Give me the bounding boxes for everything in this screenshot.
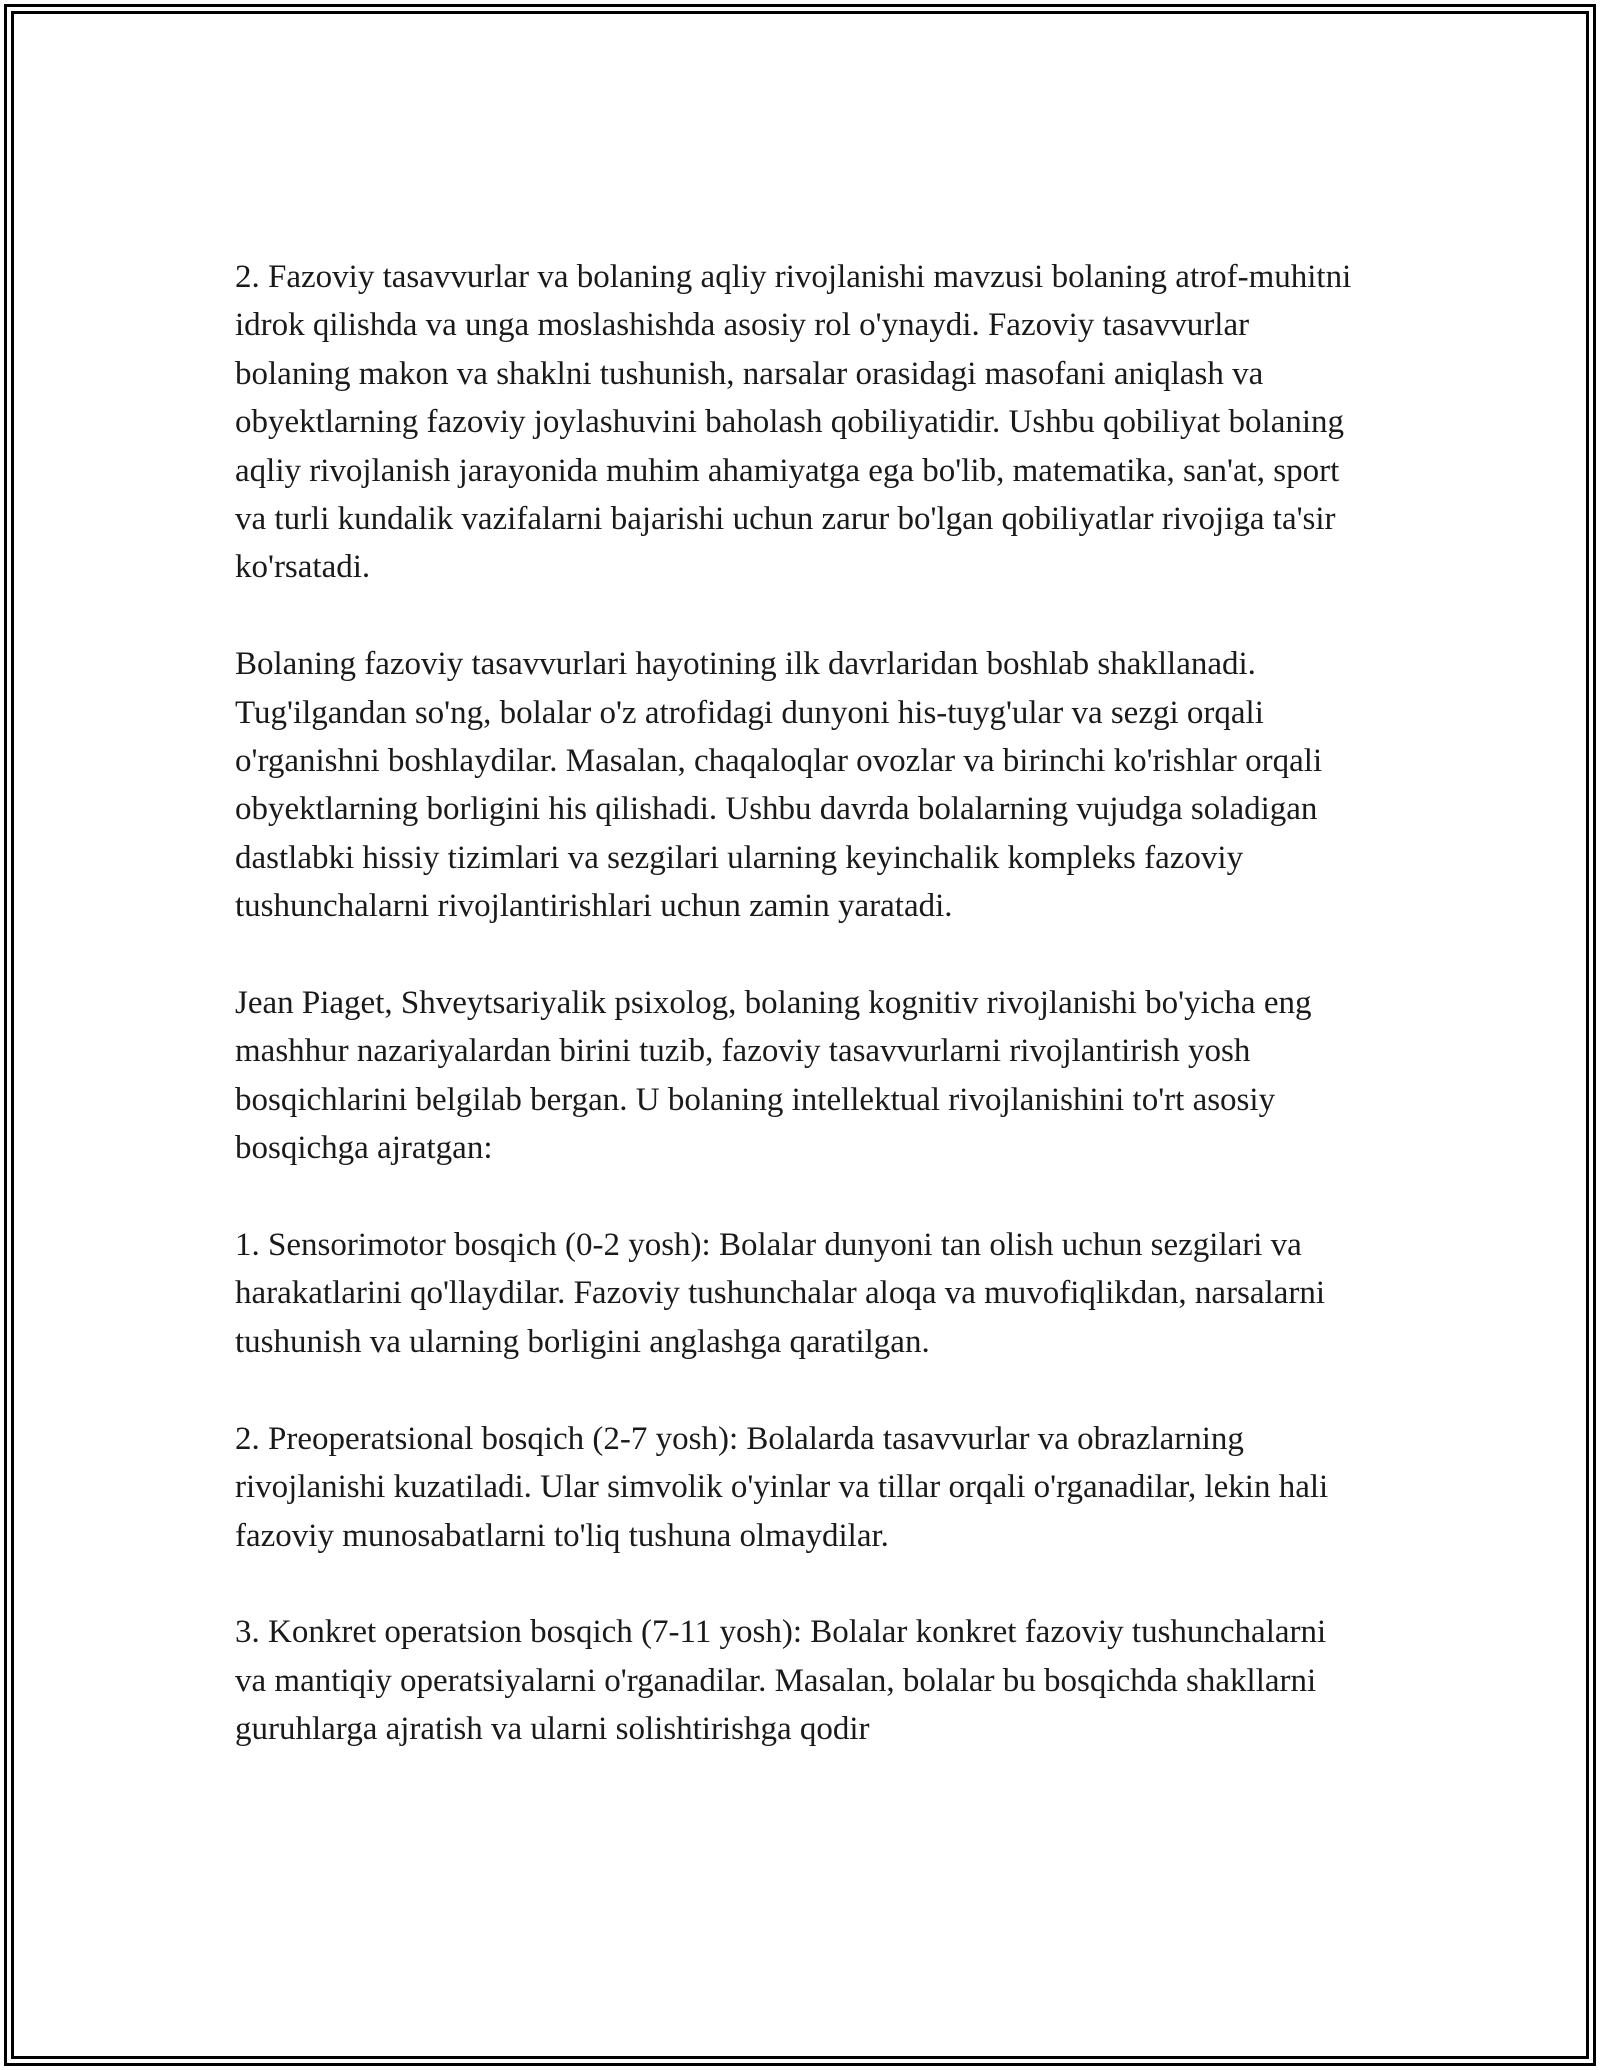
paragraph-intro: 2. Fazoviy tasavvurlar va bolaning aqliy rivojlanishi mavzusi bolaning atrof-muhitni idrok qilishda va unga moslashishda asosiy rol o'ynaydi. Fazoviy tasavvurlar bolaning makon va shaklni tushunish, narsalar orasidagi masofani aniqlash va obyektlarning fazoviy joylashuvini baholash qobiliyatidir. Ushbu qobiliyat bolaning aqliy rivojlanish jarayonida muhim ahamiyatga ega bo'lib, matematika, san'at, sport va turli kundalik vazifalarni bajarishi uchun zarur bo'lgan qobiliyatlar rivojiga ta'sir ko'rsatadi. bbox=[235, 259, 1352, 586]
paragraph-early-development: Bolaning fazoviy tasavvurlari hayotining ilk davrlaridan boshlab shakllanadi. Tug'ilgandan so'ng, bolalar o'z atrofidagi dunyoni his-tuyg'ular va sezgi orqali o'rganishni boshlaydilar. Masalan, chaqaloqlar ovozlar va birinchi ko'rishlar orqali obyektlarning borligini his qilishadi. Ushbu davrda bolalarning vujudga soladigan dastlabki hissiy tizimlari va sezgilari ularning keyinchalik kompleks fazoviy tushunchalarni rivojlantirishlari uchun zamin yaratadi. bbox=[235, 646, 1323, 925]
paragraph-stage-concrete: 3. Konkret operatsion bosqich (7-11 yosh): Bolalar konkret fazoviy tushunchalarni va mantiqiy operatsiyalarni o'rganadilar. Masalan, bolalar bu bosqichda shakllarni guruhlarga ajratish va ularni solishtirishga qodir bbox=[235, 1614, 1327, 1748]
paragraph-piaget: Jean Piaget, Shveytsariyalik psixolog, bolaning kognitiv rivojlanishi bo'yicha eng mashhur nazariyalardan birini tuzib, fazoviy tasavvurlarni rivojlantirish yosh bosqichlarini belgilab bergan. U bolaning intellektual rivojlanishini to'rt asosiy bosqichga ajratgan: bbox=[235, 985, 1312, 1167]
paragraph-stage-preoperational: 2. Preoperatsional bosqich (2-7 yosh): Bolalarda tasavvurlar va obrazlarning rivojlanishi kuzatiladi. Ular simvolik o'yinlar va tillar orqali o'rganadilar, lekin hali fazoviy munosabatlarni to'liq tushuna olmaydilar. bbox=[235, 1420, 1329, 1554]
paragraph-stage-sensorimotor: 1. Sensorimotor bosqich (0-2 yosh): Bolalar dunyoni tan olish uchun sezgilari va harakatlarini qo'llaydilar. Fazoviy tushunchalar aloqa va muvofiqlikdan, narsalarni tushunish va ularning borligini anglashga qaratilgan. bbox=[235, 1227, 1326, 1360]
document-body bbox=[235, 253, 1365, 1754]
